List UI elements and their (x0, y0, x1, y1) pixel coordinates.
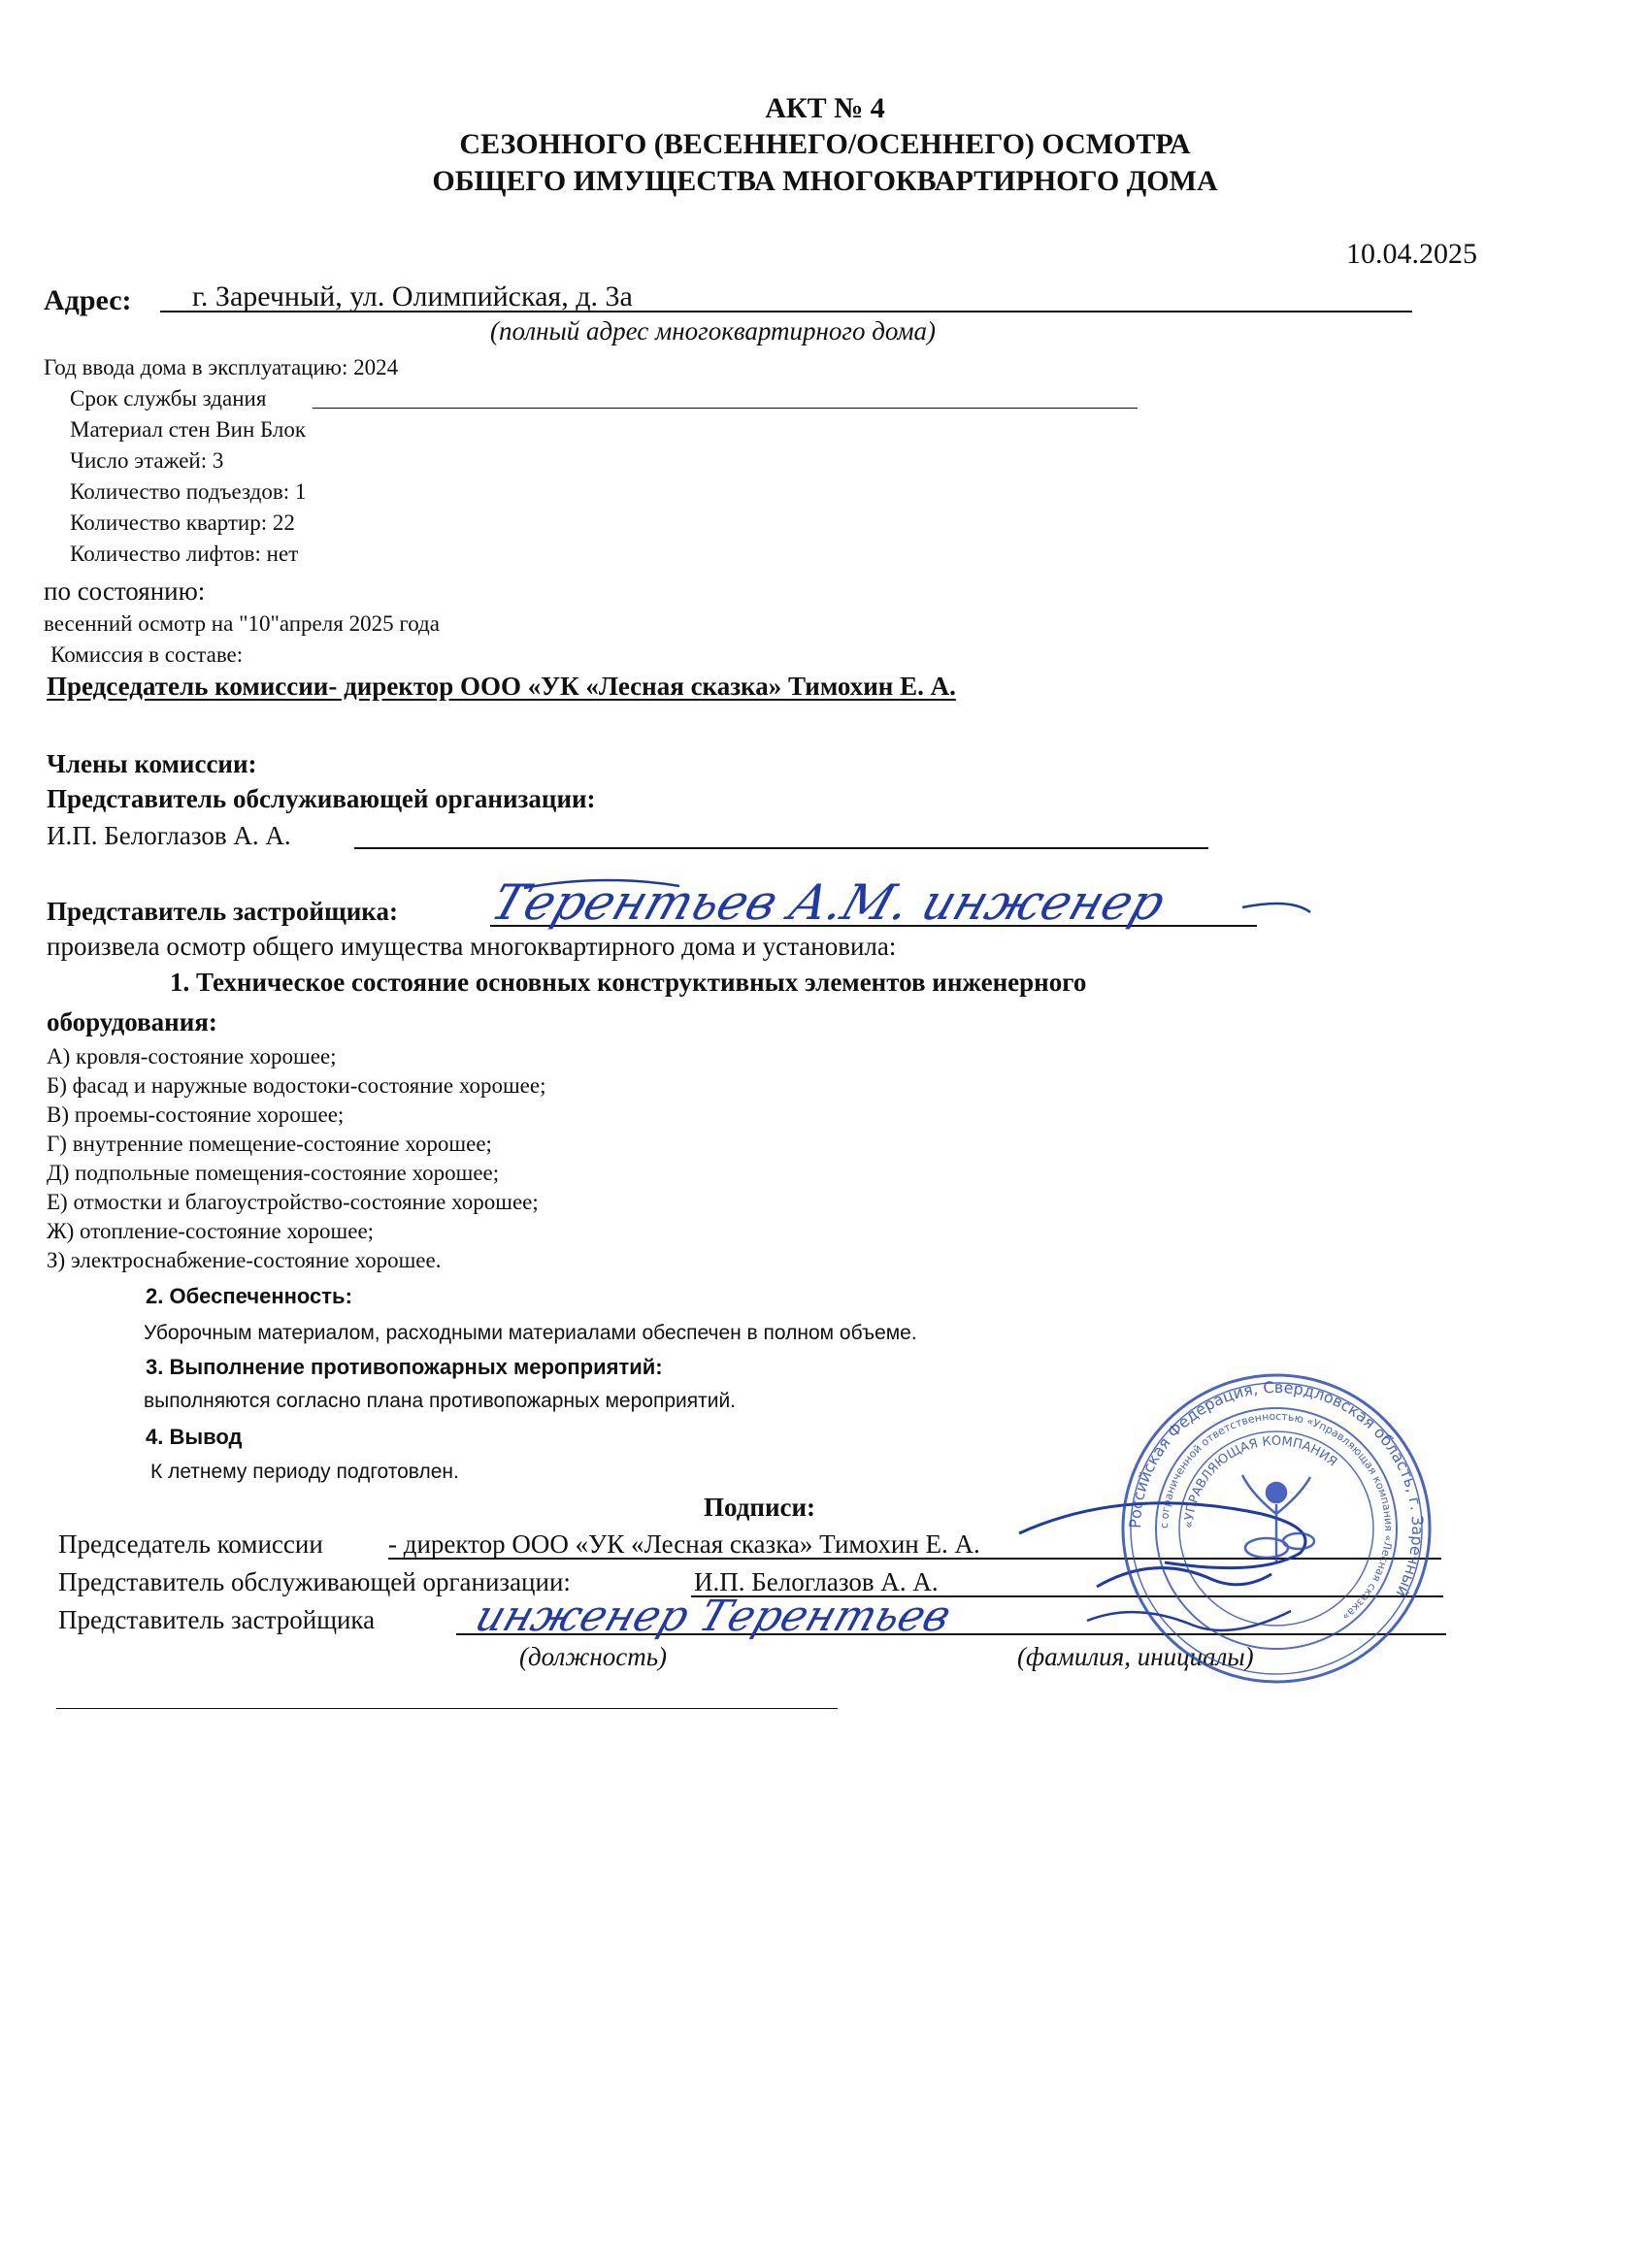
svg-text:Терентьев А.М. инженер: Терентьев А.М. инженер (483, 874, 1172, 932)
signatures-heading: Подписи: (704, 1493, 816, 1522)
act-date: 10.04.2025 (1346, 238, 1477, 270)
stamp-inner-text: «УПРАВЛЯЮЩАЯ КОМПАНИЯ (1181, 1433, 1340, 1529)
sig-hint-name: (фамилия, инициалы) (1017, 1642, 1254, 1671)
members-label: Члены комиссии: (47, 749, 257, 778)
stamp-emblem-icon (1242, 1475, 1314, 1562)
statement-text: произвела осмотр общего имущества многоквартирного дома и установила: (47, 932, 897, 961)
section2-text: Уборочным материалом, расходными материалами обеспечен в полном объеме. (144, 1322, 917, 1344)
year-field: Год ввода дома в эксплуатацию: 2024 (44, 355, 399, 379)
address-value: г. Заречный, ул. Олимпийская, д. 3а (192, 280, 633, 312)
list-item: Д) подпольные помещения-состояние хорошее; (47, 1161, 500, 1185)
sig-service-org-value: И.П. Белоглазов А. А. (694, 1567, 939, 1596)
chairman-line: Председатель комиссии- директор ООО «УК «Лесная сказка» Тимохин Е. А. (47, 672, 956, 701)
section4-heading: 4. Вывод (146, 1425, 243, 1449)
list-item: А) кровля-состояние хорошее; (47, 1044, 337, 1068)
list-item: Е) отмостки и благоустройство-состояние хорошее; (47, 1190, 539, 1214)
address-label: Адрес: (44, 284, 132, 316)
service-org-underline (354, 847, 1208, 849)
list-item: Б) фасад и наружные водостоки-состояние хорошее; (47, 1073, 546, 1098)
section1-heading-cont: оборудования: (47, 1007, 217, 1036)
service-org-label: Представитель обслуживающей организации: (47, 784, 596, 813)
stamp-outer-text: Российская Федерация, Свердловская область, г. Заречный (1125, 1377, 1428, 1600)
floors-field: Число этажей: 3 (70, 448, 224, 473)
list-item: З) электроснабжение-состояние хорошее. (47, 1248, 442, 1272)
address-hint: (полный адрес многоквартирного дома) (490, 316, 937, 345)
section3-text: выполняются согласно плана противопожарных мероприятий. (144, 1390, 737, 1412)
elevators-field: Количество лифтов: нет (70, 542, 299, 566)
bottom-rule (56, 1708, 838, 1709)
service-life-field: Срок службы здания (70, 386, 267, 411)
state-label: по состоянию: (44, 576, 206, 606)
sig-hint-position: (должность) (519, 1642, 668, 1671)
sig-chairman-value: - директор ООО «УК «Лесная сказка» Тимохин Е. А. (388, 1529, 980, 1559)
act-title: АКТ № 4 (765, 92, 885, 124)
commission-label: Комиссия в составе: (50, 642, 244, 667)
apartments-field: Количество квартир: 22 (70, 510, 295, 535)
inspection-date: весенний осмотр на "10"апреля 2025 года (44, 611, 440, 636)
list-item: Ж) отопление-состояние хорошее; (47, 1219, 375, 1243)
entrances-field: Количество подъездов: 1 (70, 479, 307, 504)
sig-developer-label: Представитель застройщика (58, 1605, 376, 1634)
section1-heading: 1. Техническое состояние основных конструктивных элементов инженерного (170, 968, 1087, 997)
list-item: Г) внутренние помещение-состояние хорошее; (47, 1132, 492, 1156)
list-item: В) проемы-состояние хорошее; (47, 1102, 345, 1127)
svg-text:инженер Терентьев: инженер Терентьев (469, 1591, 958, 1641)
service-life-underline (313, 408, 1138, 409)
wall-material-field: Материал стен Вин Блок (70, 417, 307, 442)
sig-chairman-label: Председатель комиссии (58, 1529, 323, 1559)
developer-label: Представитель застройщика: (47, 897, 398, 926)
sig-service-org-label: Представитель обслуживающей организации: (58, 1567, 571, 1596)
section3-heading: 3. Выполнение противопожарных мероприятий: (146, 1355, 663, 1379)
section4-text: К летнему периоду подготовлен. (150, 1461, 459, 1483)
act-subtitle-1: СЕЗОННОГО (ВЕСЕННЕГО/ОСЕННЕГО) ОСМОТРА (459, 128, 1191, 160)
section2-heading: 2. Обеспеченность: (146, 1284, 352, 1308)
act-subtitle-2: ОБЩЕГО ИМУЩЕСТВА МНОГОКВАРТИРНОГО ДОМА (432, 165, 1218, 197)
company-stamp (1116, 1368, 1436, 1689)
stamp-middle-text: с ограниченной ответственностью «Управляющая компания «Лесная сказка» (1157, 1409, 1396, 1624)
service-org-person: И.П. Белоглазов А. А. (47, 821, 291, 850)
